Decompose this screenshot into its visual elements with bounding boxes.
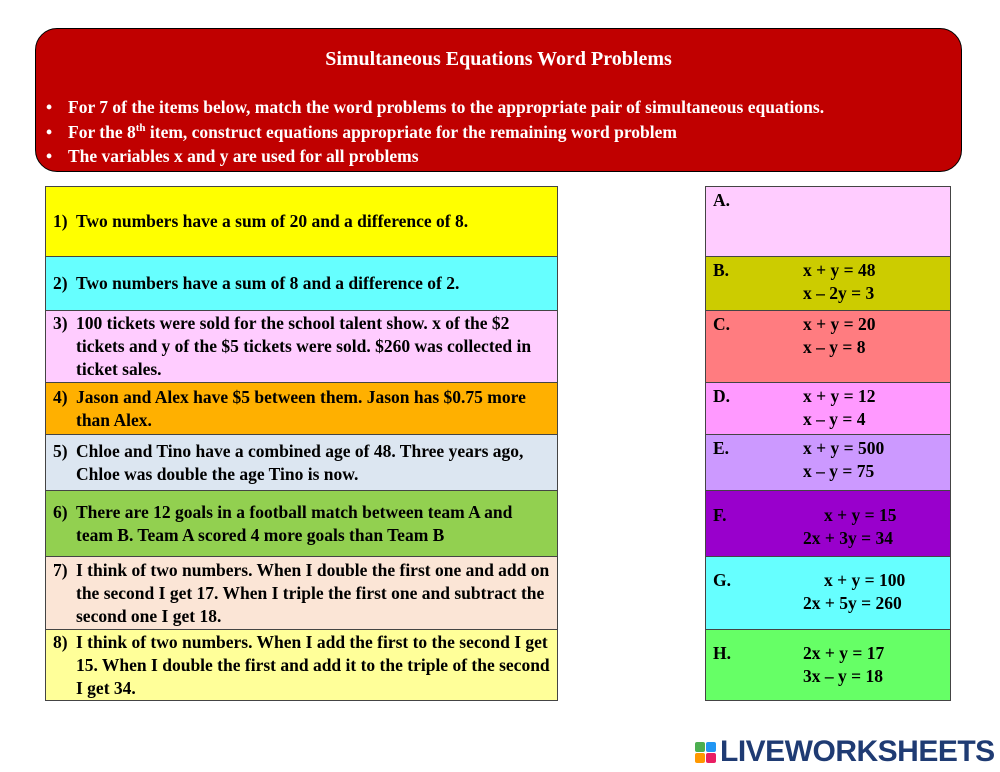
problem-card[interactable]: 5) Chloe and Tino have a combined age of 48. Three years ago, Chloe was double the age Tino is now. [45, 434, 558, 491]
logo-square [695, 753, 705, 763]
equation-card[interactable]: G. x + y = 100 2x + 5y = 260 [705, 556, 951, 630]
problem-card[interactable]: 3) 100 tickets were sold for the school talent show. x of the $2 tickets and y of the $5 tickets were sold. $260 was collected in ticket sales. [45, 310, 558, 383]
equation-card[interactable]: C. x + y = 20 x – y = 8 [705, 310, 951, 383]
bullet-icon: • [46, 97, 53, 117]
instruction-item: • For 7 of the items below, match the word problems to the appropriate pair of simultaneous equations. [46, 95, 824, 120]
problem-card[interactable]: 1) Two numbers have a sum of 20 and a difference of 8. [45, 186, 558, 257]
equation-card[interactable]: E. x + y = 500 x – y = 75 [705, 434, 951, 491]
problem-card[interactable]: 8) I think of two numbers. When I add the first to the second I get 15. When I double the first and add it to the triple of the second I get 34. [45, 629, 558, 701]
equation-card[interactable]: F. x + y = 15 2x + 3y = 34 [705, 490, 951, 557]
brand-name: LIVEWORKSHEETS [720, 735, 995, 768]
equation-card[interactable]: B. x + y = 48 x – 2y = 3 [705, 256, 951, 311]
liveworksheets-logo [695, 737, 995, 767]
logo-square [706, 753, 716, 763]
page-title: Simultaneous Equations Word Problems [325, 48, 672, 70]
logo-square [706, 742, 716, 752]
instruction-item: • For the 8th item, construct equations appropriate for the remaining word problem [46, 120, 824, 145]
bullet-icon: • [46, 121, 53, 142]
instruction-item: • The variables x and y are used for all problems [46, 144, 824, 169]
bullet-icon: • [46, 146, 53, 166]
problem-card[interactable]: 6) There are 12 goals in a football match between team A and team B. Team A scored 4 more goals than Team B [45, 490, 558, 557]
logo-square [695, 742, 705, 752]
instruction-list [46, 95, 824, 169]
problem-card[interactable]: 2) Two numbers have a sum of 8 and a difference of 2. [45, 256, 558, 311]
equation-card[interactable]: A. [705, 186, 951, 257]
liveworksheets-logo-icon [695, 742, 716, 763]
problem-card[interactable]: 7) I think of two numbers. When I double the first one and add on the second I get 17. When I triple the first one and subtract the second one I get 18. [45, 556, 558, 630]
equation-card[interactable]: D. x + y = 12 x – y = 4 [705, 382, 951, 435]
header-banner [35, 28, 962, 172]
equation-card[interactable]: H. 2x + y = 17 3x – y = 18 [705, 629, 951, 701]
problem-card[interactable]: 4) Jason and Alex have $5 between them. Jason has $0.75 more than Alex. [45, 382, 558, 435]
